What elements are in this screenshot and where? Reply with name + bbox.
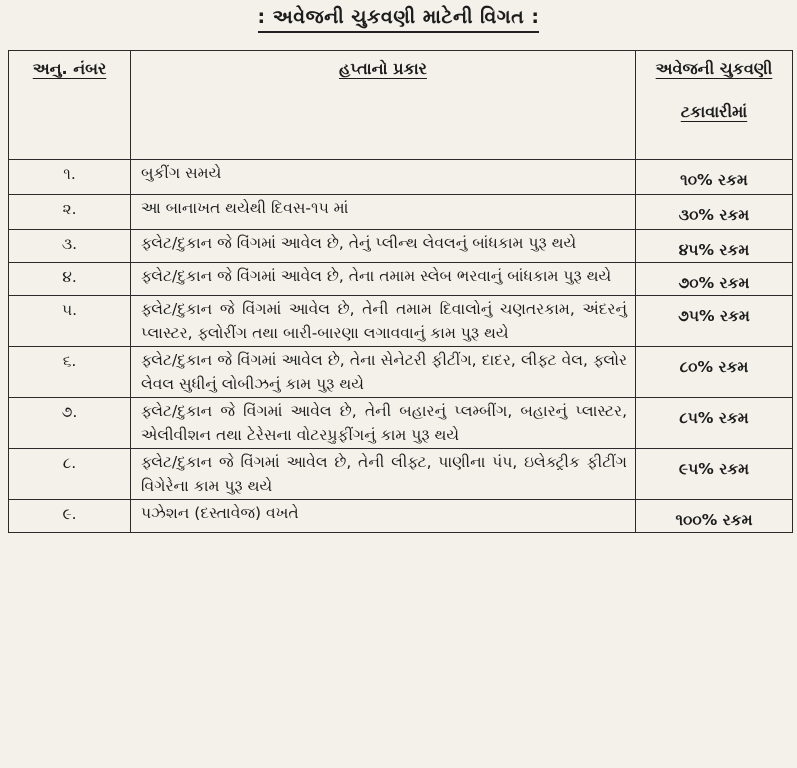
row-percentage: ૮૦% રકમ <box>636 347 793 398</box>
row-description: ફ્લેટ/દુકાન જે વિંગમાં આવેલ છે, તેનું પ્લીન્થ લેવલનું બાંધકામ પુરૂ થયે <box>131 230 636 263</box>
row-number: ૩. <box>9 230 131 263</box>
row-number: ૬. <box>9 347 131 398</box>
table-row <box>9 296 793 347</box>
row-description: આ બાનાખત થયેથી દિવસ-૧૫ માં <box>131 195 636 230</box>
header-installment-type: હપ્તાનો પ્રકાર <box>131 51 636 160</box>
row-percentage: ૧૦૦% રકમ <box>636 500 793 533</box>
title-container <box>0 6 797 33</box>
row-description: ફ્લેટ/દુકાન જે વિંગમાં આવેલ છે, તેની તમામ દિવાલોનું ચણતરકામ, અંદરનું પ્લાસ્ટર, ફ્લોરીંગ તથા બારી-બારણા લગાવવાનું કામ પુરૂ થયે <box>131 296 636 347</box>
row-number: ૭. <box>9 398 131 449</box>
row-percentage: ૮૫% રકમ <box>636 398 793 449</box>
row-percentage: ૭૫% રકમ <box>636 296 793 347</box>
row-number: ૧. <box>9 160 131 195</box>
table-header-row <box>9 51 793 160</box>
row-description: બુકીંગ સમયે <box>131 160 636 195</box>
row-percentage: ૧૦% રકમ <box>636 160 793 195</box>
table-row <box>9 500 793 533</box>
table-row <box>9 160 793 195</box>
row-description: ફ્લેટ/દુકાન જે વિંગમાં આવેલ છે, તેના તમામ સ્લેબ ભરવાનું બાંધકામ પુરૂ થયે <box>131 263 636 296</box>
row-percentage: ૭૦% રકમ <box>636 263 793 296</box>
row-description: ફ્લેટ/દુકાન જે વિંગમાં આવેલ છે, તેની લીફ્ટ, પાણીના પંપ, ઇલેક્ટ્રીક ફીટીંગ વિગેરેના કામ પુરૂ થયે <box>131 449 636 500</box>
row-percentage: ૩૦% રકમ <box>636 195 793 230</box>
row-number: ૨. <box>9 195 131 230</box>
payment-schedule-table <box>8 50 793 533</box>
table-row <box>9 263 793 296</box>
row-number: ૮. <box>9 449 131 500</box>
header-serial-number: અનુ. નંબર <box>9 51 131 160</box>
row-description: પઝેશન (દસ્તાવેજ) વખતે <box>131 500 636 533</box>
table-row <box>9 449 793 500</box>
table-row <box>9 398 793 449</box>
row-description: ફ્લેટ/દુકાન જે વિંગમાં આવેલ છે, તેના સેનેટરી ફીટીંગ, દાદર, લીફ્ટ વેલ, ફ્લોર લેવલ સુધીનું લોબીઝનું કામ પુરૂ થયે <box>131 347 636 398</box>
table-row <box>9 195 793 230</box>
row-percentage: ૪૫% રકમ <box>636 230 793 263</box>
header-payment-percentage: અવેજની ચુકવણી ટકાવારીમાં <box>636 51 793 160</box>
row-description: ફ્લેટ/દુકાન જે વિંગમાં આવેલ છે, તેની બહારનું પ્લમ્બીંગ, બહારનું પ્લાસ્ટર, એલીવીશન તથા ટેરેસના વોટરપ્રુફીંગનું કામ પુરૂ થયે <box>131 398 636 449</box>
row-number: ૫. <box>9 296 131 347</box>
row-percentage: ૯૫% રકમ <box>636 449 793 500</box>
row-number: ૪. <box>9 263 131 296</box>
row-number: ૯. <box>9 500 131 533</box>
table-row <box>9 230 793 263</box>
document-title: : અવેજની ચુકવણી માટેની વિગત : <box>258 6 540 33</box>
table-row <box>9 347 793 398</box>
